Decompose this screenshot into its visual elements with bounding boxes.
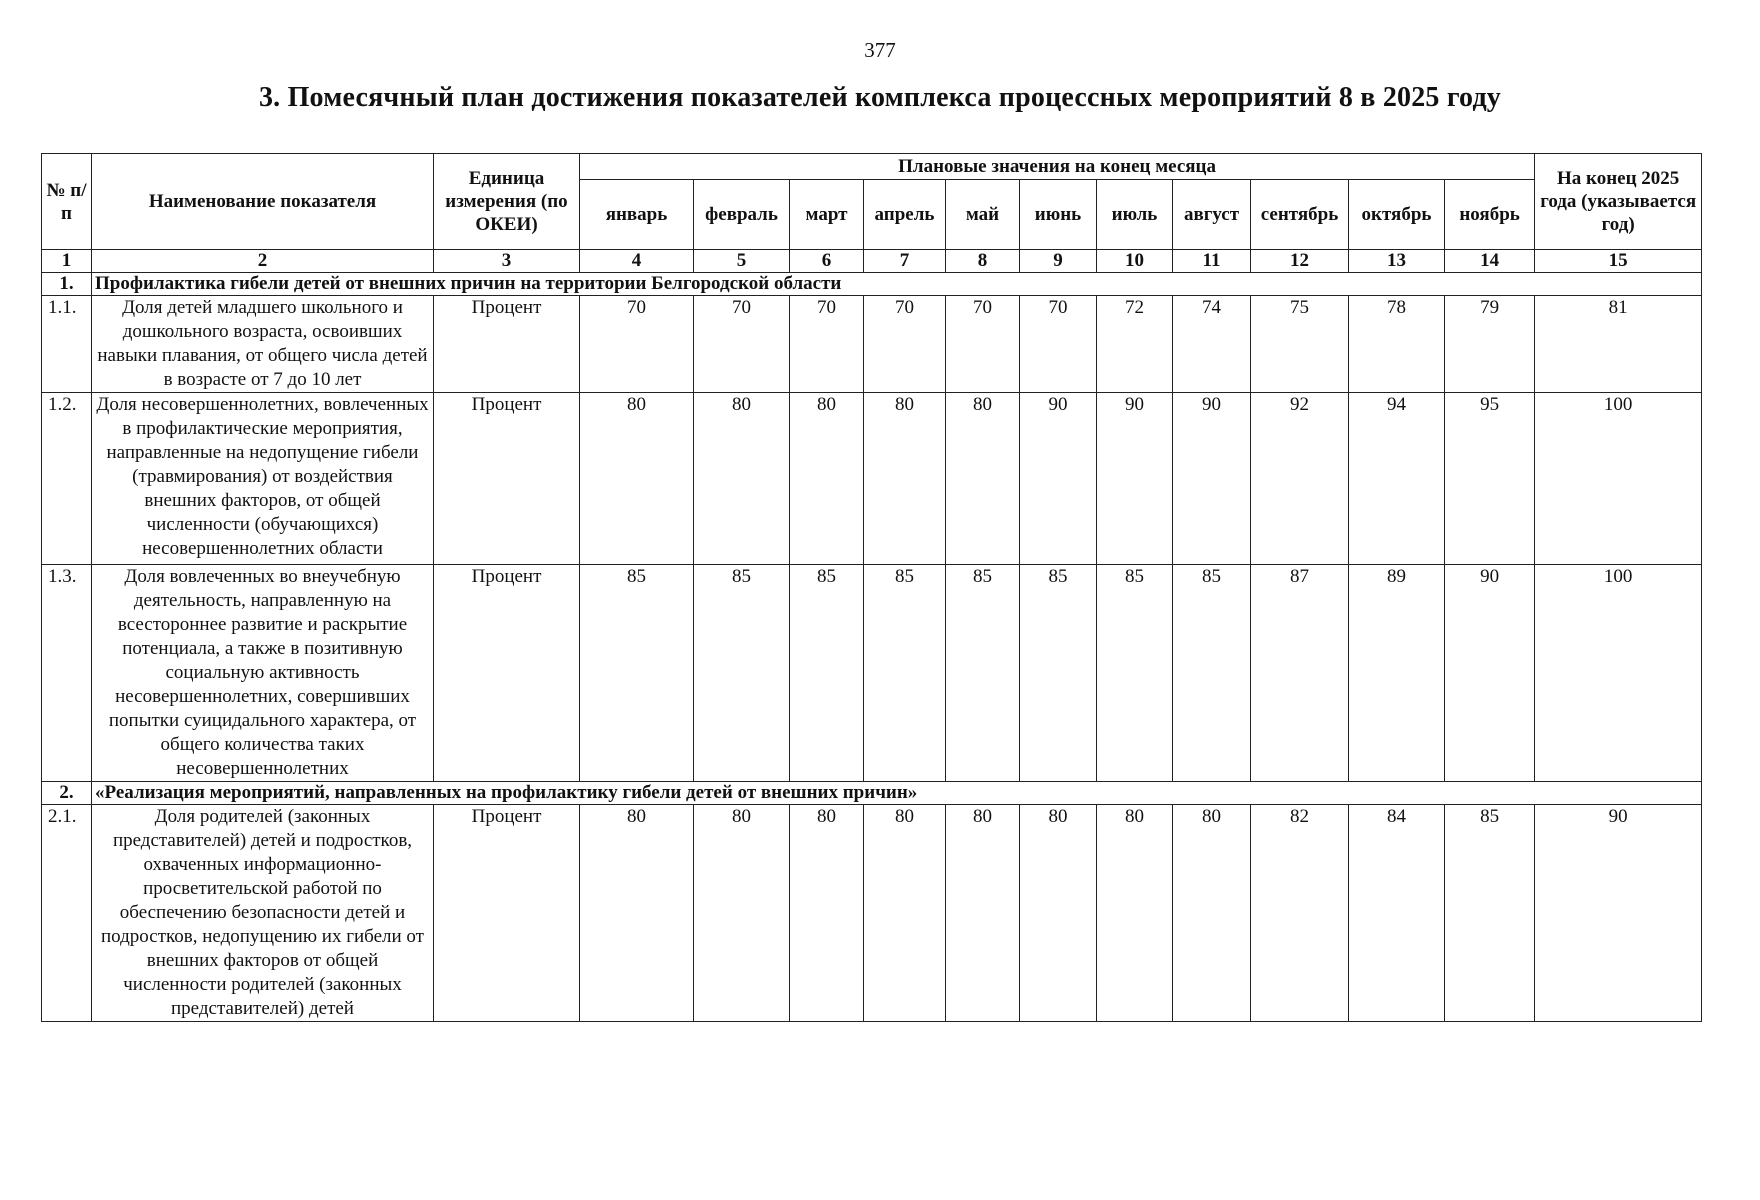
page-number: 377 xyxy=(864,38,896,62)
unit-cell: Процент xyxy=(434,805,580,1022)
unit-cell: Процент xyxy=(434,296,580,393)
month-value-август: 85 xyxy=(1173,565,1251,782)
month-value-январь: 70 xyxy=(580,296,694,393)
header-month-2: февраль xyxy=(694,180,790,250)
header-month-5: май xyxy=(946,180,1020,250)
month-value-февраль: 85 xyxy=(694,565,790,782)
month-value-май: 80 xyxy=(946,393,1020,565)
column-number-7: 7 xyxy=(864,250,946,273)
column-number-row xyxy=(42,250,1702,273)
month-value-март: 70 xyxy=(790,296,864,393)
column-number-15: 15 xyxy=(1535,250,1702,273)
month-value-октябрь: 84 xyxy=(1349,805,1445,1022)
month-value-март: 80 xyxy=(790,805,864,1022)
header-row-1 xyxy=(42,154,1702,180)
year-end-value: 100 xyxy=(1535,565,1702,782)
row-number: 1.2. xyxy=(42,393,92,565)
column-number-8: 8 xyxy=(946,250,1020,273)
month-value-июнь: 70 xyxy=(1020,296,1097,393)
month-value-январь: 80 xyxy=(580,393,694,565)
month-value-август: 90 xyxy=(1173,393,1251,565)
section-row xyxy=(42,273,1702,296)
month-value-июль: 85 xyxy=(1097,565,1173,782)
month-value-ноябрь: 90 xyxy=(1445,565,1535,782)
row-number: 1.3. xyxy=(42,565,92,782)
column-number-5: 5 xyxy=(694,250,790,273)
year-end-value: 81 xyxy=(1535,296,1702,393)
month-value-апрель: 80 xyxy=(864,393,946,565)
month-value-март: 85 xyxy=(790,565,864,782)
month-value-август: 74 xyxy=(1173,296,1251,393)
column-number-10: 10 xyxy=(1097,250,1173,273)
indicator-plan-table-container xyxy=(41,153,1701,1022)
month-value-ноябрь: 85 xyxy=(1445,805,1535,1022)
indicator-name: Доля несовершеннолетних, вовлеченных в профилактические мероприятия, направленные на недопущение гибели (травмирования) от воздействия внешних факторов, от общей численности (обучающихся) несовершеннолетних области xyxy=(92,393,434,565)
month-value-сентябрь: 92 xyxy=(1251,393,1349,565)
indicator-name: Доля детей младшего школьного и дошкольного возраста, освоивших навыки плавания, от общего числа детей в возрасте от 7 до 10 лет xyxy=(92,296,434,393)
section-number: 2. xyxy=(42,782,92,805)
month-value-февраль: 70 xyxy=(694,296,790,393)
section-title: Профилактика гибели детей от внешних причин на территории Белгородской области xyxy=(92,273,1702,296)
month-value-май: 85 xyxy=(946,565,1020,782)
month-value-июль: 80 xyxy=(1097,805,1173,1022)
month-value-февраль: 80 xyxy=(694,393,790,565)
month-value-март: 80 xyxy=(790,393,864,565)
indicator-row xyxy=(42,805,1702,1022)
header-year-end: На конец 2025 года (указывается год) xyxy=(1535,154,1702,250)
month-value-август: 80 xyxy=(1173,805,1251,1022)
month-value-январь: 80 xyxy=(580,805,694,1022)
month-value-июнь: 90 xyxy=(1020,393,1097,565)
month-value-ноябрь: 95 xyxy=(1445,393,1535,565)
month-value-апрель: 85 xyxy=(864,565,946,782)
document-title: 3. Помесячный план достижения показателей комплекса процессных мероприятий 8 в 2025 году xyxy=(258,82,1502,113)
table-body xyxy=(42,250,1702,1022)
column-number-6: 6 xyxy=(790,250,864,273)
row-number: 1.1. xyxy=(42,296,92,393)
column-number-11: 11 xyxy=(1173,250,1251,273)
column-number-1: 1 xyxy=(42,250,92,273)
header-month-8: август xyxy=(1173,180,1251,250)
unit-cell: Процент xyxy=(434,565,580,782)
month-value-май: 70 xyxy=(946,296,1020,393)
month-value-апрель: 80 xyxy=(864,805,946,1022)
section-row xyxy=(42,782,1702,805)
month-value-май: 80 xyxy=(946,805,1020,1022)
column-number-14: 14 xyxy=(1445,250,1535,273)
month-value-июнь: 85 xyxy=(1020,565,1097,782)
indicator-row xyxy=(42,393,1702,565)
header-month-4: апрель xyxy=(864,180,946,250)
header-month-7: июль xyxy=(1097,180,1173,250)
column-number-12: 12 xyxy=(1251,250,1349,273)
column-number-3: 3 xyxy=(434,250,580,273)
month-value-сентябрь: 75 xyxy=(1251,296,1349,393)
month-value-октябрь: 78 xyxy=(1349,296,1445,393)
month-value-октябрь: 89 xyxy=(1349,565,1445,782)
month-value-ноябрь: 79 xyxy=(1445,296,1535,393)
month-value-февраль: 80 xyxy=(694,805,790,1022)
indicator-plan-table xyxy=(41,153,1702,1022)
section-number: 1. xyxy=(42,273,92,296)
month-value-июнь: 80 xyxy=(1020,805,1097,1022)
section-title: «Реализация мероприятий, направленных на профилактику гибели детей от внешних причин» xyxy=(92,782,1702,805)
header-unit: Единица измерения (по ОКЕИ) xyxy=(434,154,580,250)
indicator-row xyxy=(42,565,1702,782)
header-plan-values: Плановые значения на конец месяца xyxy=(580,154,1535,180)
month-value-сентябрь: 82 xyxy=(1251,805,1349,1022)
month-value-апрель: 70 xyxy=(864,296,946,393)
column-number-4: 4 xyxy=(580,250,694,273)
header-month-6: июнь xyxy=(1020,180,1097,250)
column-number-13: 13 xyxy=(1349,250,1445,273)
month-value-январь: 85 xyxy=(580,565,694,782)
header-month-3: март xyxy=(790,180,864,250)
year-end-value: 100 xyxy=(1535,393,1702,565)
month-value-июль: 90 xyxy=(1097,393,1173,565)
header-indicator-name: Наименование показателя xyxy=(92,154,434,250)
unit-cell: Процент xyxy=(434,393,580,565)
month-value-октябрь: 94 xyxy=(1349,393,1445,565)
header-month-1: январь xyxy=(580,180,694,250)
year-end-value: 90 xyxy=(1535,805,1702,1022)
month-value-июль: 72 xyxy=(1097,296,1173,393)
header-month-11: ноябрь xyxy=(1445,180,1535,250)
indicator-row xyxy=(42,296,1702,393)
indicator-name: Доля родителей (законных представителей) детей и подростков, охваченных информационно-просветительской работой по обеспечению безопасности детей и подростков, недопущению их гибели от внешних факторов от общей численности родителей (законных представителей) детей xyxy=(92,805,434,1022)
month-value-сентябрь: 87 xyxy=(1251,565,1349,782)
column-number-2: 2 xyxy=(92,250,434,273)
column-number-9: 9 xyxy=(1020,250,1097,273)
header-num: № п/п xyxy=(42,154,92,250)
row-number: 2.1. xyxy=(42,805,92,1022)
indicator-name: Доля вовлеченных во внеучебную деятельность, направленную на всестороннее развитие и раскрытие потенциала, а также в позитивную социальную активность несовершеннолетних, совершивших попытки суицидального характера, от общего количества таких несовершеннолетних xyxy=(92,565,434,782)
header-month-9: сентябрь xyxy=(1251,180,1349,250)
header-month-10: октябрь xyxy=(1349,180,1445,250)
